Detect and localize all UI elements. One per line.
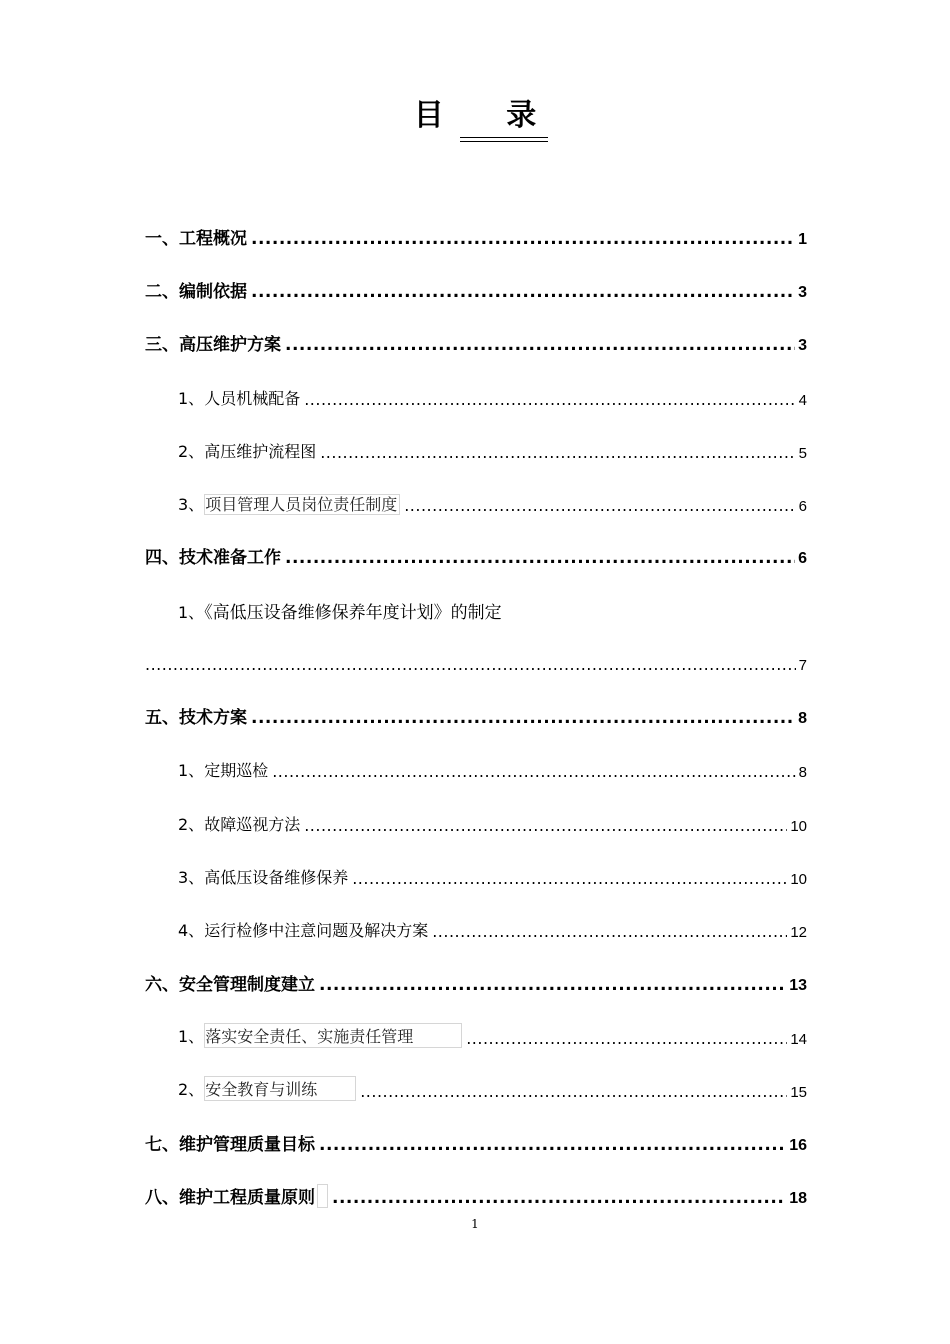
text-cursor-box [317, 1184, 328, 1208]
toc-entry-label [178, 439, 316, 462]
toc-leader-dots [319, 1135, 786, 1155]
toc-entry-label [178, 865, 348, 888]
toc-entry-text: 高压维护流程图 [204, 442, 317, 461]
toc-entry-s3-1[interactable] [178, 385, 807, 409]
toc-entry-text: 运行检修中注意问题及解决方案 [204, 921, 429, 940]
toc-entry-text: 《高低压设备维修保养年度计划》的制定 [204, 603, 502, 623]
toc-leader-dots [285, 548, 795, 568]
toc-title: 目 录 [413, 98, 563, 133]
toc-entry-num: 3、 [178, 495, 205, 514]
toc-page-number: 10 [790, 871, 807, 888]
toc-entry-num: 2、 [178, 1080, 205, 1099]
toc-page-number: 15 [790, 1084, 807, 1101]
toc-leader-dots [251, 282, 795, 302]
toc-entry-s5-2[interactable] [178, 811, 807, 835]
toc-leader-dots [332, 1188, 786, 1208]
toc-entry-s5[interactable] [145, 704, 807, 728]
toc-entry-text: 八、维护工程质量原则 [145, 1188, 315, 1208]
toc-entry-label [178, 492, 400, 515]
toc-entry-s6[interactable] [145, 971, 807, 995]
toc-entry-num: 2、 [178, 815, 205, 834]
toc-leader-dots [304, 815, 787, 835]
toc-leader-dots [320, 442, 795, 462]
toc-page-number: 16 [789, 1137, 807, 1154]
toc-entry-label: 四、技术准备工作 [145, 548, 281, 568]
toc-leader-dots [404, 495, 795, 515]
toc-entry-s4[interactable] [145, 544, 807, 568]
toc-entry-num: 4、 [178, 921, 205, 940]
toc-entry-label [178, 1076, 356, 1101]
toc-entry-s3-3[interactable] [178, 491, 807, 515]
toc-leader-dots [251, 708, 795, 728]
toc-entry-label: 二、编制依据 [145, 282, 247, 302]
toc-leader-dots [466, 1028, 787, 1048]
toc-page-number: 3 [798, 337, 807, 354]
toc-entry-s3-2[interactable] [178, 438, 807, 462]
toc-entry-s7[interactable] [145, 1131, 807, 1155]
toc-entry-s5-1[interactable] [178, 757, 807, 781]
toc-entry-s1[interactable] [145, 225, 807, 249]
toc-entry-s8[interactable] [145, 1184, 807, 1208]
toc-entry-text: 定期巡检 [204, 761, 269, 780]
toc-leader-dots [319, 975, 786, 995]
toc-title-wrap [0, 96, 950, 136]
toc-entry-s5-3[interactable] [178, 864, 807, 888]
toc-entry-text: 落实安全责任、实施责任管理 [204, 1023, 462, 1048]
toc-leader-dots [145, 654, 796, 674]
toc-leader-dots [360, 1081, 787, 1101]
toc-page-number: 5 [798, 445, 807, 462]
toc-entry-s6-2[interactable] [178, 1077, 807, 1101]
title-double-underline [460, 137, 548, 142]
toc-entry-num: 2、 [178, 442, 205, 461]
toc-entry-s4-1-leader[interactable] [145, 650, 807, 674]
toc-entry-label: 五、技术方案 [145, 708, 247, 728]
toc-page-number: 6 [798, 498, 807, 515]
toc-entry-num: 1、 [178, 761, 205, 780]
toc-page-number: 8 [798, 710, 807, 727]
toc-entry-label [145, 1183, 328, 1208]
toc-entry-text: 安全教育与训练 [204, 1076, 356, 1101]
toc-page-number: 7 [798, 657, 807, 674]
toc-page-number: 6 [798, 550, 807, 567]
toc-page-number: 8 [798, 764, 807, 781]
toc-entry-label [178, 1023, 462, 1048]
toc-entry-num: 3、 [178, 868, 205, 887]
toc-page-number: 12 [790, 924, 807, 941]
toc-entry-num: 1、 [178, 603, 205, 622]
toc-entry-text: 项目管理人员岗位责任制度 [204, 494, 400, 515]
toc-page-number: 1 [798, 231, 807, 248]
toc-entry-label [178, 918, 428, 941]
toc-entry-label [178, 386, 300, 409]
toc-entry-label: 一、工程概况 [145, 229, 247, 249]
toc-entry-text: 人员机械配备 [204, 389, 301, 408]
toc-page-number: 4 [798, 392, 807, 409]
toc-entry-label [178, 758, 268, 781]
toc-entry-text: 高低压设备维修保养 [204, 868, 349, 887]
toc-page-number: 14 [790, 1031, 807, 1048]
toc-entry-label [178, 812, 300, 835]
toc-leader-dots [272, 761, 795, 781]
toc-page-number: 18 [789, 1190, 807, 1207]
toc-entry-s6-1[interactable] [178, 1024, 807, 1048]
toc-entry-s5-4[interactable] [178, 917, 807, 941]
toc-page-number: 10 [790, 818, 807, 835]
toc-leader-dots [304, 389, 795, 409]
toc-leader-dots [432, 921, 787, 941]
toc-entry-s4-1[interactable] [178, 598, 502, 623]
toc-entry-s3[interactable] [145, 331, 807, 355]
toc-page-number: 13 [789, 977, 807, 994]
toc-entry-label: 六、安全管理制度建立 [145, 975, 315, 995]
toc-entry-label: 三、高压维护方案 [145, 335, 281, 355]
toc-page-number: 3 [798, 284, 807, 301]
toc-entry-num: 1、 [178, 389, 205, 408]
page-number-footer: 1 [471, 1217, 479, 1231]
toc-entry-num: 1、 [178, 1027, 205, 1046]
toc-entry-s2[interactable] [145, 278, 807, 302]
toc-leader-dots [285, 335, 795, 355]
toc-entry-label: 七、维护管理质量目标 [145, 1135, 315, 1155]
toc-leader-dots [251, 229, 795, 249]
toc-entry-text: 故障巡视方法 [204, 815, 301, 834]
toc-leader-dots [352, 868, 787, 888]
